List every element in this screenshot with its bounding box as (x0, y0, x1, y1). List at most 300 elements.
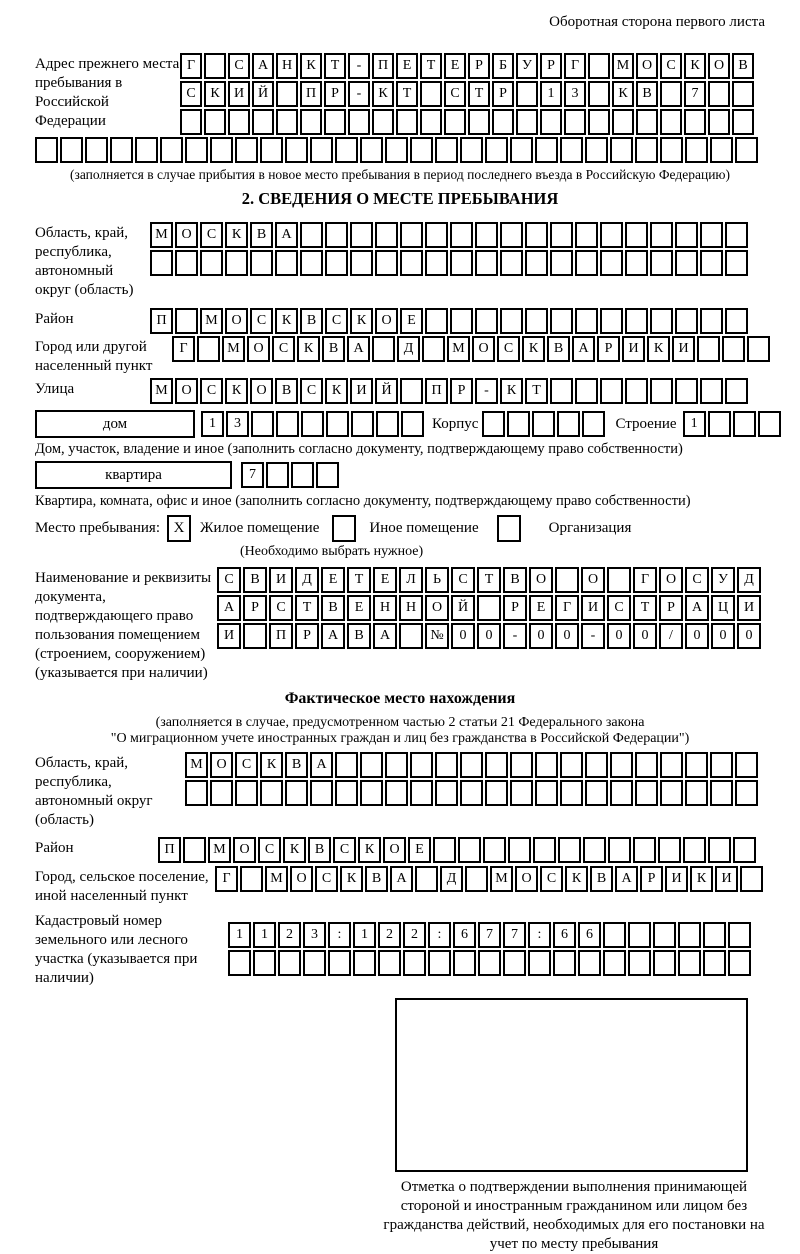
char-cell[interactable] (540, 109, 562, 135)
char-cell[interactable]: С (333, 837, 356, 863)
char-cell[interactable] (528, 950, 551, 976)
char-cell[interactable] (375, 222, 398, 248)
char-cell[interactable] (252, 109, 274, 135)
char-cell[interactable] (636, 109, 658, 135)
char-cell[interactable]: Т (468, 81, 490, 107)
char-cell[interactable] (433, 837, 456, 863)
char-cell[interactable]: Р (295, 623, 319, 649)
char-cell[interactable]: Т (324, 53, 346, 79)
char-cell[interactable] (700, 378, 723, 404)
char-cell[interactable] (660, 109, 682, 135)
char-cell[interactable] (625, 250, 648, 276)
char-cell[interactable]: К (565, 866, 588, 892)
char-cell[interactable] (553, 950, 576, 976)
char-cell[interactable] (278, 950, 301, 976)
char-cell[interactable] (550, 222, 573, 248)
char-cell[interactable] (575, 222, 598, 248)
char-cell[interactable]: М (447, 336, 470, 362)
char-cell[interactable]: С (272, 336, 295, 362)
char-cell[interactable]: С (325, 308, 348, 334)
char-cell[interactable] (583, 837, 606, 863)
char-cell[interactable] (351, 411, 374, 437)
char-cell[interactable]: М (208, 837, 231, 863)
char-cell[interactable] (575, 250, 598, 276)
char-cell[interactable] (710, 137, 733, 163)
char-cell[interactable]: 7 (503, 922, 526, 948)
char-cell[interactable]: : (328, 922, 351, 948)
char-cell[interactable] (260, 137, 283, 163)
char-cell[interactable]: О (375, 308, 398, 334)
char-cell[interactable] (360, 780, 383, 806)
char-cell[interactable] (482, 411, 505, 437)
char-cell[interactable]: - (348, 81, 370, 107)
char-cell[interactable]: Т (420, 53, 442, 79)
char-cell[interactable] (85, 137, 108, 163)
char-cell[interactable] (732, 81, 754, 107)
char-cell[interactable]: М (185, 752, 208, 778)
char-cell[interactable]: П (372, 53, 394, 79)
char-cell[interactable] (675, 378, 698, 404)
char-cell[interactable] (360, 752, 383, 778)
char-cell[interactable]: И (350, 378, 373, 404)
char-cell[interactable]: : (528, 922, 551, 948)
char-cell[interactable]: 0 (529, 623, 553, 649)
char-cell[interactable] (650, 378, 673, 404)
char-cell[interactable]: К (684, 53, 706, 79)
char-cell[interactable]: О (515, 866, 538, 892)
char-cell[interactable]: О (175, 222, 198, 248)
char-cell[interactable]: К (372, 81, 394, 107)
char-cell[interactable]: С (451, 567, 475, 593)
char-cell[interactable]: М (490, 866, 513, 892)
char-cell[interactable]: В (503, 567, 527, 593)
char-cell[interactable]: О (250, 378, 273, 404)
char-cell[interactable]: Т (633, 595, 657, 621)
char-cell[interactable] (725, 250, 748, 276)
char-cell[interactable] (625, 308, 648, 334)
char-cell[interactable] (375, 250, 398, 276)
char-cell[interactable] (35, 137, 58, 163)
char-cell[interactable] (285, 780, 308, 806)
char-cell[interactable]: К (500, 378, 523, 404)
char-cell[interactable] (276, 81, 298, 107)
char-cell[interactable] (492, 109, 514, 135)
char-cell[interactable] (610, 137, 633, 163)
char-cell[interactable] (210, 780, 233, 806)
char-cell[interactable]: К (350, 308, 373, 334)
char-cell[interactable] (533, 837, 556, 863)
char-cell[interactable] (650, 308, 673, 334)
char-cell[interactable] (300, 222, 323, 248)
char-cell[interactable] (400, 378, 423, 404)
char-cell[interactable]: В (636, 81, 658, 107)
char-cell[interactable]: 2 (278, 922, 301, 948)
char-cell[interactable] (185, 137, 208, 163)
char-cell[interactable]: А (217, 595, 241, 621)
char-cell[interactable]: В (308, 837, 331, 863)
char-cell[interactable] (150, 250, 173, 276)
char-cell[interactable]: 0 (477, 623, 501, 649)
char-cell[interactable] (582, 411, 605, 437)
char-cell[interactable] (525, 222, 548, 248)
char-cell[interactable]: С (228, 53, 250, 79)
char-cell[interactable]: Г (180, 53, 202, 79)
char-cell[interactable] (303, 950, 326, 976)
char-cell[interactable] (477, 595, 501, 621)
char-cell[interactable] (535, 752, 558, 778)
char-cell[interactable] (385, 752, 408, 778)
char-cell[interactable]: К (225, 378, 248, 404)
char-cell[interactable]: О (529, 567, 553, 593)
char-cell[interactable] (435, 780, 458, 806)
char-cell[interactable]: А (310, 752, 333, 778)
char-cell[interactable] (180, 109, 202, 135)
char-cell[interactable]: 3 (564, 81, 586, 107)
char-cell[interactable] (475, 308, 498, 334)
char-cell[interactable]: К (522, 336, 545, 362)
char-cell[interactable] (557, 411, 580, 437)
char-cell[interactable] (733, 837, 756, 863)
char-cell[interactable] (653, 950, 676, 976)
char-cell[interactable]: К (283, 837, 306, 863)
char-cell[interactable]: С (660, 53, 682, 79)
char-cell[interactable]: № (425, 623, 449, 649)
char-cell[interactable] (708, 109, 730, 135)
char-cell[interactable] (478, 950, 501, 976)
char-cell[interactable] (353, 950, 376, 976)
char-cell[interactable]: А (685, 595, 709, 621)
char-cell[interactable] (444, 109, 466, 135)
char-cell[interactable] (725, 378, 748, 404)
char-cell[interactable] (465, 866, 488, 892)
char-cell[interactable]: - (348, 53, 370, 79)
char-cell[interactable]: Т (477, 567, 501, 593)
char-cell[interactable] (251, 411, 274, 437)
char-cell[interactable]: О (581, 567, 605, 593)
char-cell[interactable] (324, 109, 346, 135)
char-cell[interactable]: Е (529, 595, 553, 621)
char-cell[interactable] (758, 411, 781, 437)
char-cell[interactable]: А (373, 623, 397, 649)
char-cell[interactable] (725, 222, 748, 248)
char-cell[interactable]: В (347, 623, 371, 649)
char-cell[interactable] (385, 780, 408, 806)
org-checkbox[interactable] (497, 515, 521, 542)
char-cell[interactable]: С (200, 378, 223, 404)
char-cell[interactable]: 0 (607, 623, 631, 649)
char-cell[interactable] (425, 250, 448, 276)
char-cell[interactable]: О (659, 567, 683, 593)
char-cell[interactable] (60, 137, 83, 163)
char-cell[interactable]: Б (492, 53, 514, 79)
char-cell[interactable] (535, 780, 558, 806)
char-cell[interactable]: Е (408, 837, 431, 863)
char-cell[interactable] (747, 336, 770, 362)
char-cell[interactable] (175, 308, 198, 334)
char-cell[interactable] (507, 411, 530, 437)
char-cell[interactable] (460, 752, 483, 778)
char-cell[interactable]: Н (399, 595, 423, 621)
char-cell[interactable] (510, 780, 533, 806)
char-cell[interactable] (510, 752, 533, 778)
char-cell[interactable] (183, 837, 206, 863)
char-cell[interactable]: И (665, 866, 688, 892)
char-cell[interactable]: М (222, 336, 245, 362)
char-cell[interactable] (291, 462, 314, 488)
char-cell[interactable]: Г (172, 336, 195, 362)
char-cell[interactable] (558, 837, 581, 863)
char-cell[interactable]: О (425, 595, 449, 621)
char-cell[interactable] (403, 950, 426, 976)
char-cell[interactable]: О (247, 336, 270, 362)
char-cell[interactable] (500, 308, 523, 334)
char-cell[interactable] (560, 137, 583, 163)
char-cell[interactable]: П (150, 308, 173, 334)
char-cell[interactable] (450, 308, 473, 334)
char-cell[interactable] (422, 336, 445, 362)
char-cell[interactable]: С (180, 81, 202, 107)
char-cell[interactable]: Р (503, 595, 527, 621)
char-cell[interactable]: Й (375, 378, 398, 404)
char-cell[interactable]: Е (321, 567, 345, 593)
char-cell[interactable]: О (210, 752, 233, 778)
char-cell[interactable] (420, 109, 442, 135)
char-cell[interactable]: О (175, 378, 198, 404)
char-cell[interactable]: 0 (555, 623, 579, 649)
char-cell[interactable]: В (590, 866, 613, 892)
char-cell[interactable]: С (444, 81, 466, 107)
char-cell[interactable]: Ь (425, 567, 449, 593)
char-cell[interactable] (508, 837, 531, 863)
char-cell[interactable]: В (250, 222, 273, 248)
char-cell[interactable] (310, 137, 333, 163)
char-cell[interactable] (453, 950, 476, 976)
char-cell[interactable]: У (711, 567, 735, 593)
char-cell[interactable] (650, 250, 673, 276)
char-cell[interactable] (588, 81, 610, 107)
char-cell[interactable] (625, 378, 648, 404)
char-cell[interactable] (685, 752, 708, 778)
char-cell[interactable]: 3 (226, 411, 249, 437)
char-cell[interactable]: П (269, 623, 293, 649)
char-cell[interactable]: Г (215, 866, 238, 892)
char-cell[interactable]: М (265, 866, 288, 892)
char-cell[interactable] (266, 462, 289, 488)
char-cell[interactable]: К (297, 336, 320, 362)
char-cell[interactable] (578, 950, 601, 976)
char-cell[interactable] (700, 308, 723, 334)
char-cell[interactable] (728, 950, 751, 976)
char-cell[interactable]: О (233, 837, 256, 863)
char-cell[interactable] (675, 222, 698, 248)
char-cell[interactable] (396, 109, 418, 135)
char-cell[interactable] (410, 752, 433, 778)
char-cell[interactable]: В (275, 378, 298, 404)
char-cell[interactable]: Т (295, 595, 319, 621)
char-cell[interactable]: 2 (403, 922, 426, 948)
char-cell[interactable]: И (581, 595, 605, 621)
inoe-checkbox[interactable] (332, 515, 356, 542)
char-cell[interactable]: В (243, 567, 267, 593)
char-cell[interactable]: К (612, 81, 634, 107)
char-cell[interactable] (683, 837, 706, 863)
char-cell[interactable] (372, 109, 394, 135)
char-cell[interactable]: 0 (685, 623, 709, 649)
char-cell[interactable] (475, 222, 498, 248)
char-cell[interactable]: С (540, 866, 563, 892)
char-cell[interactable] (485, 780, 508, 806)
char-cell[interactable] (376, 411, 399, 437)
char-cell[interactable]: Д (440, 866, 463, 892)
char-cell[interactable]: Д (295, 567, 319, 593)
char-cell[interactable]: Р (468, 53, 490, 79)
char-cell[interactable]: К (204, 81, 226, 107)
char-cell[interactable]: И (715, 866, 738, 892)
char-cell[interactable] (685, 137, 708, 163)
char-cell[interactable]: А (615, 866, 638, 892)
char-cell[interactable] (585, 752, 608, 778)
char-cell[interactable] (653, 922, 676, 948)
char-cell[interactable] (550, 250, 573, 276)
char-cell[interactable] (204, 53, 226, 79)
char-cell[interactable] (275, 250, 298, 276)
char-cell[interactable] (428, 950, 451, 976)
char-cell[interactable] (435, 137, 458, 163)
char-cell[interactable] (600, 378, 623, 404)
char-cell[interactable] (135, 137, 158, 163)
char-cell[interactable]: Ц (711, 595, 735, 621)
char-cell[interactable]: К (225, 222, 248, 248)
char-cell[interactable] (660, 780, 683, 806)
char-cell[interactable]: Й (451, 595, 475, 621)
char-cell[interactable] (260, 780, 283, 806)
char-cell[interactable] (610, 780, 633, 806)
char-cell[interactable] (243, 623, 267, 649)
char-cell[interactable] (735, 780, 758, 806)
char-cell[interactable]: О (472, 336, 495, 362)
char-cell[interactable] (253, 950, 276, 976)
char-cell[interactable]: - (475, 378, 498, 404)
char-cell[interactable]: 1 (353, 922, 376, 948)
char-cell[interactable] (415, 866, 438, 892)
char-cell[interactable]: Р (450, 378, 473, 404)
char-cell[interactable] (516, 81, 538, 107)
char-cell[interactable] (460, 137, 483, 163)
char-cell[interactable]: Т (525, 378, 548, 404)
char-cell[interactable]: К (647, 336, 670, 362)
char-cell[interactable] (450, 250, 473, 276)
char-cell[interactable]: В (321, 595, 345, 621)
char-cell[interactable] (420, 81, 442, 107)
char-cell[interactable] (485, 137, 508, 163)
char-cell[interactable]: В (547, 336, 570, 362)
char-cell[interactable]: С (269, 595, 293, 621)
char-cell[interactable] (425, 308, 448, 334)
char-cell[interactable] (335, 780, 358, 806)
char-cell[interactable] (708, 411, 731, 437)
char-cell[interactable] (725, 308, 748, 334)
char-cell[interactable]: И (737, 595, 761, 621)
char-cell[interactable]: М (200, 308, 223, 334)
char-cell[interactable]: Е (373, 567, 397, 593)
char-cell[interactable] (228, 950, 251, 976)
char-cell[interactable] (628, 950, 651, 976)
char-cell[interactable]: А (275, 222, 298, 248)
char-cell[interactable] (325, 250, 348, 276)
char-cell[interactable]: Р (492, 81, 514, 107)
char-cell[interactable] (733, 411, 756, 437)
char-cell[interactable] (399, 623, 423, 649)
char-cell[interactable] (532, 411, 555, 437)
char-cell[interactable]: Р (243, 595, 267, 621)
char-cell[interactable] (732, 109, 754, 135)
char-cell[interactable] (635, 137, 658, 163)
char-cell[interactable] (658, 837, 681, 863)
char-cell[interactable] (350, 250, 373, 276)
char-cell[interactable]: П (158, 837, 181, 863)
char-cell[interactable] (475, 250, 498, 276)
char-cell[interactable] (600, 308, 623, 334)
char-cell[interactable]: К (690, 866, 713, 892)
char-cell[interactable]: 0 (737, 623, 761, 649)
char-cell[interactable] (740, 866, 763, 892)
char-cell[interactable] (301, 411, 324, 437)
char-cell[interactable] (503, 950, 526, 976)
char-cell[interactable] (585, 780, 608, 806)
char-cell[interactable] (425, 222, 448, 248)
char-cell[interactable]: / (659, 623, 683, 649)
char-cell[interactable] (635, 752, 658, 778)
char-cell[interactable] (410, 137, 433, 163)
char-cell[interactable] (608, 837, 631, 863)
char-cell[interactable]: 1 (201, 411, 224, 437)
char-cell[interactable] (200, 250, 223, 276)
char-cell[interactable] (603, 950, 626, 976)
char-cell[interactable]: П (425, 378, 448, 404)
char-cell[interactable] (710, 780, 733, 806)
char-cell[interactable]: Р (640, 866, 663, 892)
char-cell[interactable] (468, 109, 490, 135)
char-cell[interactable] (400, 250, 423, 276)
char-cell[interactable] (585, 137, 608, 163)
char-cell[interactable] (300, 250, 323, 276)
char-cell[interactable]: Г (564, 53, 586, 79)
char-cell[interactable]: : (428, 922, 451, 948)
char-cell[interactable]: С (300, 378, 323, 404)
char-cell[interactable] (378, 950, 401, 976)
char-cell[interactable] (660, 752, 683, 778)
char-cell[interactable] (316, 462, 339, 488)
char-cell[interactable]: О (383, 837, 406, 863)
char-cell[interactable]: У (516, 53, 538, 79)
char-cell[interactable] (635, 780, 658, 806)
char-cell[interactable]: 6 (453, 922, 476, 948)
char-cell[interactable]: - (581, 623, 605, 649)
char-cell[interactable]: О (225, 308, 248, 334)
char-cell[interactable]: 3 (303, 922, 326, 948)
char-cell[interactable]: 7 (684, 81, 706, 107)
char-cell[interactable]: 0 (711, 623, 735, 649)
char-cell[interactable]: 1 (253, 922, 276, 948)
char-cell[interactable] (210, 137, 233, 163)
char-cell[interactable]: С (217, 567, 241, 593)
char-cell[interactable] (708, 81, 730, 107)
char-cell[interactable]: Т (396, 81, 418, 107)
char-cell[interactable]: Е (396, 53, 418, 79)
char-cell[interactable] (460, 780, 483, 806)
char-cell[interactable] (410, 780, 433, 806)
zhiloe-checkbox[interactable]: X (167, 515, 191, 542)
